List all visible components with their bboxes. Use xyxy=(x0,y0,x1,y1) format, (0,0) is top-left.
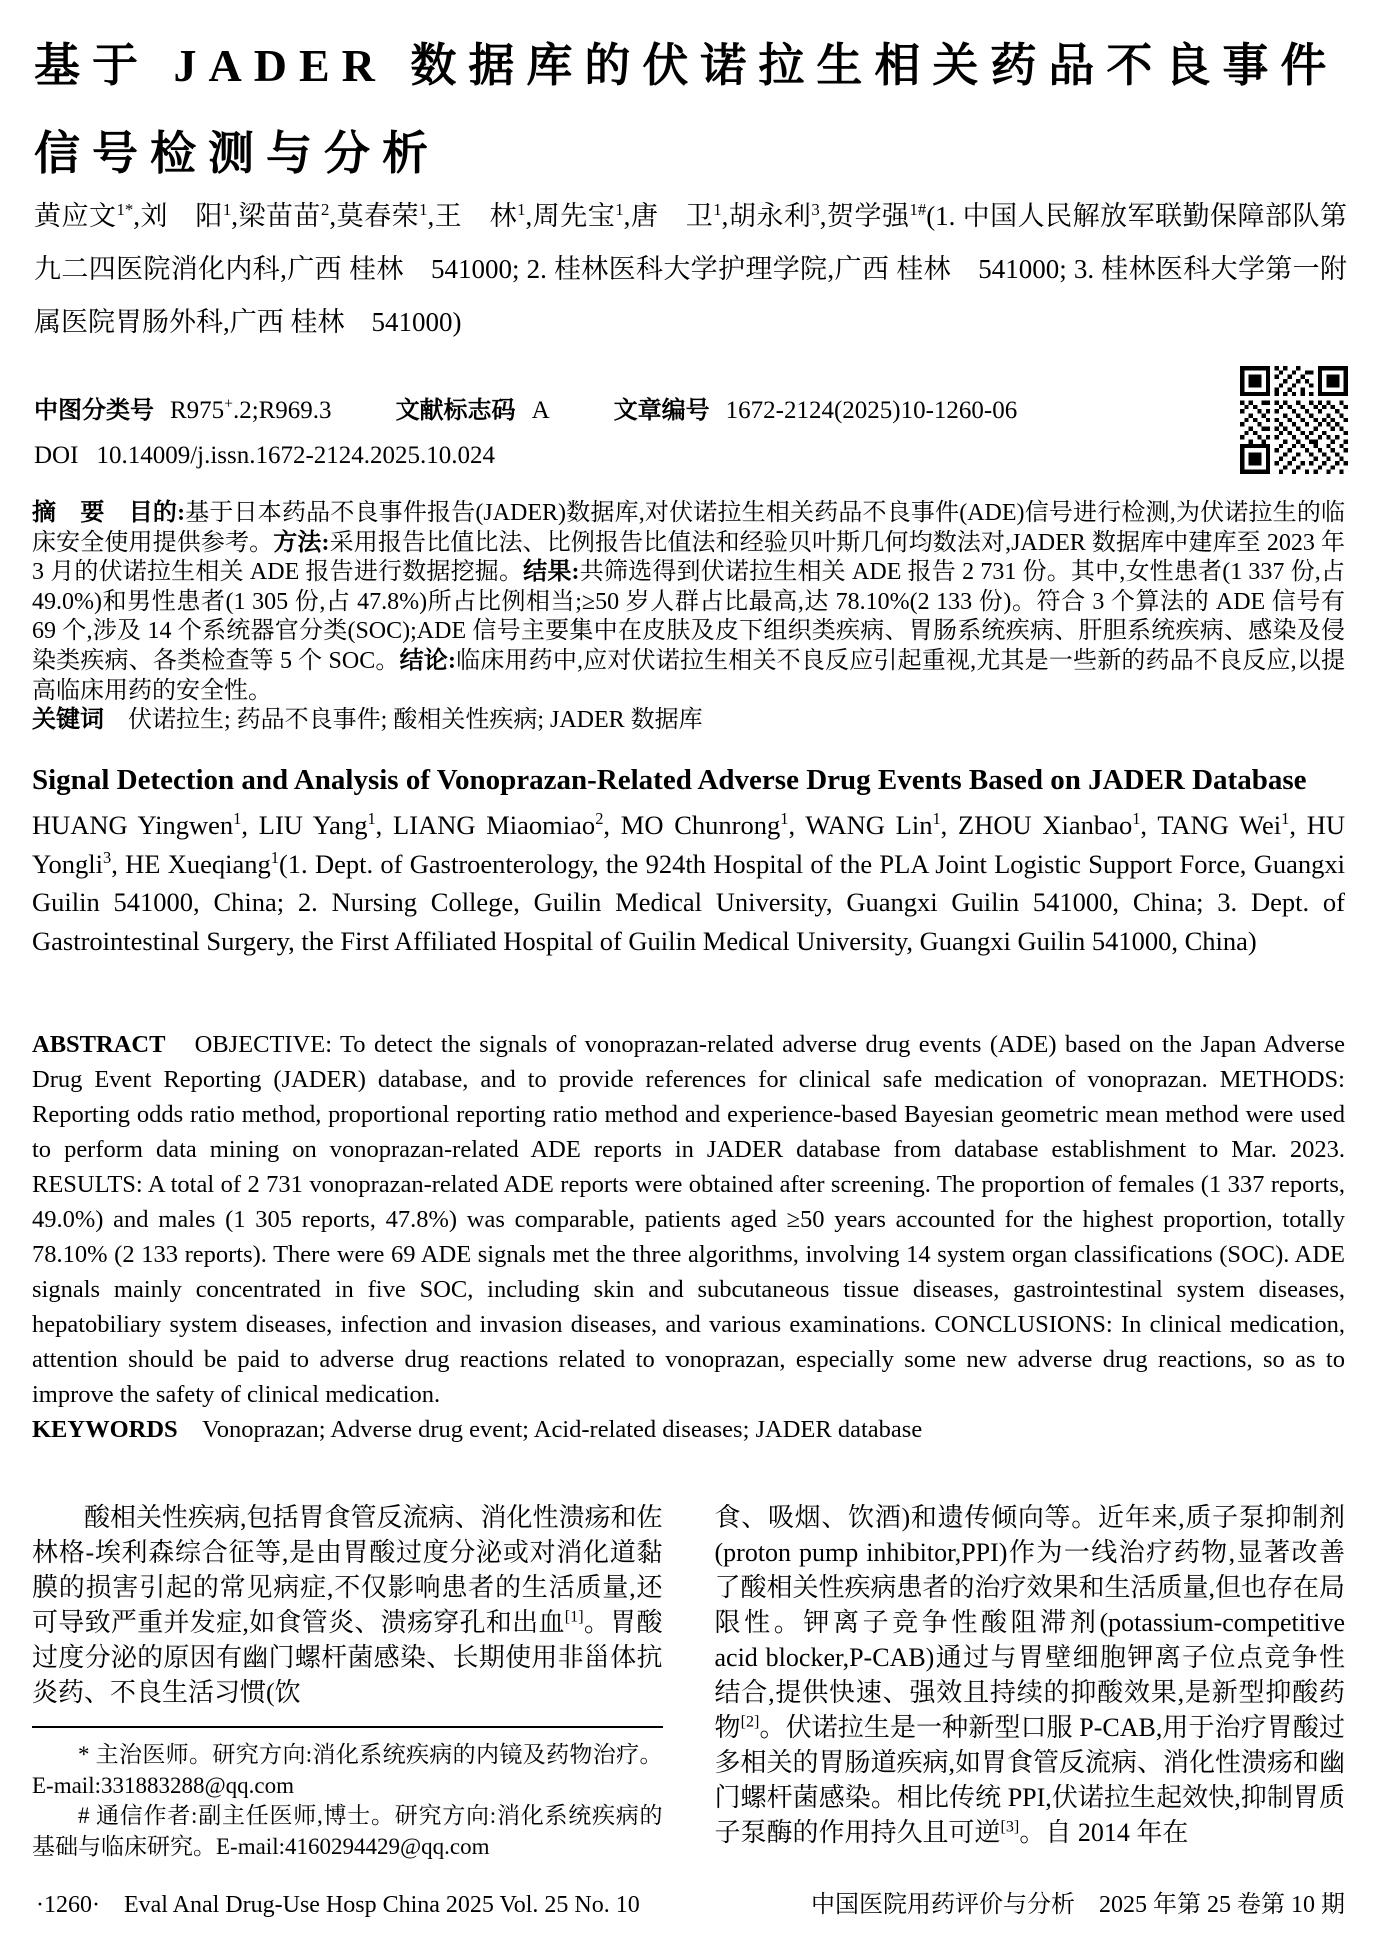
document-code-label: 文献标志码 xyxy=(395,397,516,424)
footnote-corresponding-author: # 通信作者:副主任医师,博士。研究方向:消化系统疾病的基础与临床研究。E-mail:4160294429@qq.com xyxy=(32,1803,663,1859)
article-title-cn xyxy=(34,22,1347,198)
clc-number xyxy=(34,390,332,425)
abstract-en: ABSTRACT OBJECTIVE: To detect the signals of vonoprazan-related adverse drug events (ADE) based on the Japan Adverse Drug Event Reporting (JADER) database, and to provide references for clinical safe medication of vonoprazan. METHODS: Reporting odds ratio method, proportional reporting ratio method and experience-based Bayesian geometric mean method were used to perform data mining on vonoprazan-related ADE reports in JADER database from database establishment to Mar. 2023. RESULTS: A total of 2 731 vonoprazan-related ADE reports were obtained after screening. The proportion of females (1 337 reports, 49.0%) and males (1 305 reports, 47.8%) was comparable, patients aged ≥50 years accounted for the highest proportion, totally 78.10% (2 133 reports). There were 69 ADE signals met the three algorithms, involving 14 system organ classifications (SOC). ADE signals mainly concentrated in five SOC, including skin and subcutaneous tissue diseases, gastrointestinal system diseases, hepatobiliary system diseases, infection and invasion diseases, and various examinations. CONCLUSIONS: In clinical medication, attention should be paid to adverse drug reactions related to vonoprazan, especially some new adverse drug reactions, so as to improve the safety of clinical medication. xyxy=(32,1031,1345,1408)
clc-number-label: 中图分类号 xyxy=(34,397,154,424)
doi-value: 10.14009/j.issn.1672-2124.2025.10.024 xyxy=(96,442,496,469)
article-title-en: Signal Detection and Analysis of Vonoprazan-Related Adverse Drug Events Based on JADER Database xyxy=(32,764,1307,796)
body-two-columns xyxy=(32,1500,1345,1862)
footnotes-block xyxy=(32,1726,663,1862)
article-id xyxy=(614,390,1018,425)
authors-affiliations-en: HUANG Yingwen$^1$, LIU Yang$^1$, LIANG Miaomiao$^2$, MO Chunrong$^1$, WANG Lin$^1$, ZHOU Xianbao$^1$, TANG Wei$^1$, HU Yongli$^3$, HE Xueqiang$^1$(1. Dept. of Gastroenterology, the 924th Hospital of the PLA Joint Logistic Support Force, Guangxi Guilin 541000, China; 2. Nursing College, Guilin Medical University, Guangxi Guilin 541000, China; 3. Dept. of Gastrointestinal Surgery, the First Affiliated Hospital of Guilin Medical University, Guangxi Guilin 541000, China) xyxy=(32,809,1345,956)
keywords-en: KEYWORDS Vonoprazan; Adverse drug event; Acid-related diseases; JADER database xyxy=(32,1416,923,1443)
document-code xyxy=(396,390,550,425)
authors-affiliations-cn: 黄应文$^{1*}$,刘 阳$^1$,梁苗苗$^2$,莫春荣$^1$,王 林$^1$,周先宝$^1$,唐 卫$^1$,胡永利$^3$,贺学强$^{1\#}$(1. 中国人民解放军联勤保障部队第九二四医院消化内科,广西 桂林 541000; 2. 桂林医科大学护理学院,广西 桂林 541000; 3. 桂林医科大学第一附属医院胃肠外科,广西 桂林 541000) xyxy=(34,200,1348,337)
body-column-right xyxy=(715,1500,1346,1862)
qr-code xyxy=(1240,364,1348,476)
footer-page-info-en: ·1260· Eval Anal Drug-Use Hosp China 2025 Vol. 25 No. 10 xyxy=(36,1892,640,1918)
document-code-value: A xyxy=(531,397,550,424)
body-paragraph-left: 酸相关性疾病,包括胃食管反流病、消化性溃疡和佐林格-埃利森综合征等,是由胃酸过度分泌或对消化道黏膜的损害引起的常见病症,不仅影响患者的生活质量,还可导致严重并发症,如食管炎、溃疡穿孔和出血[1]。胃酸过度分泌的原因有幽门螺杆菌感染、长期使用非甾体抗炎药、不良生活习惯(饮 xyxy=(32,1503,663,1707)
doi-line xyxy=(34,442,495,470)
body-column-left xyxy=(32,1500,663,1862)
article-title-cn-line2: 信号检测与分析 xyxy=(34,128,440,179)
page-footer xyxy=(36,1884,1345,1919)
article-id-value: 1672-2124(2025)10-1260-06 xyxy=(725,397,1018,424)
abstract-block-cn xyxy=(32,499,1345,736)
article-id-label: 文章编号 xyxy=(613,397,710,424)
abstract-block-en xyxy=(32,1027,1345,1447)
abstract-cn: 摘 要 目的:基于日本药品不良事件报告(JADER)数据库,对伏诺拉生相关药品不良事件(ADE)信号进行检测,为伏诺拉生的临床安全使用提供参考。方法:采用报告比值比法、比例报告比值法和经验贝叶斯几何均数法对,JADER 数据库中建库至 2023 年 3 月的伏诺拉生相关 ADE 报告进行数据挖掘。结果:共筛选得到伏诺拉生相关 ADE 报告 2 731 份。其中,女性患者(1 337 份,占 49.0%)和男性患者(1 305 份,占 47.8%)所占比例相当;≥50 岁人群占比最高,达 78.10%(2 133 份)。符合 3 个算法的 ADE 信号有 69 个,涉及 14 个系统器官分类(SOC);ADE 信号主要集中在皮肤及皮下组织类疾病、胃肠系统疾病、肝胆系统疾病、感染及侵染类疾病、各类检查等 5 个 SOC。结论:临床用药中,应对伏诺拉生相关不良反应引起重视,尤其是一些新的药品不良反应,以提高临床用药的安全性。 xyxy=(32,500,1346,704)
clc-number-value: R975+.2;R969.3 xyxy=(170,395,332,424)
doi-label: DOI xyxy=(34,442,79,469)
article-title-cn-line1: 基于 JADER 数据库的伏诺拉生相关药品不良事件 xyxy=(34,40,1339,91)
keywords-cn: 关键词 伏诺拉生; 药品不良事件; 酸相关性疾病; JADER 数据库 xyxy=(32,707,703,734)
footer-journal-info-cn: 中国医院用药评价与分析 2025 年第 25 卷第 10 期 xyxy=(811,1892,1345,1918)
article-meta-row xyxy=(34,390,1017,425)
footnote-first-author: * 主治医师。研究方向:消化系统疾病的内镜及药物治疗。E-mail:331883288@qq.com xyxy=(32,1742,663,1798)
body-paragraph-right: 食、吸烟、饮酒)和遗传倾向等。近年来,质子泵抑制剂(proton pump inhibitor,PPI)作为一线治疗药物,显著改善了酸相关性疾病患者的治疗效果和生活质量,但也存在局限性。钾离子竞争性酸阻滞剂(potassium-competitive acid blocker,P-CAB)通过与胃壁细胞钾离子位点竞争性结合,提供快速、强效且持续的抑酸效果,是新型抑酸药物[2]。伏诺拉生是一种新型口服 P-CAB,用于治疗胃酸过多相关的胃肠道疾病,如胃食管反流病、消化性溃疡和幽门螺杆菌感染。相比传统 PPI,伏诺拉生起效快,抑制胃质子泵酶的作用持久且可逆[3]。自 2014 年在 xyxy=(714,1503,1346,1847)
